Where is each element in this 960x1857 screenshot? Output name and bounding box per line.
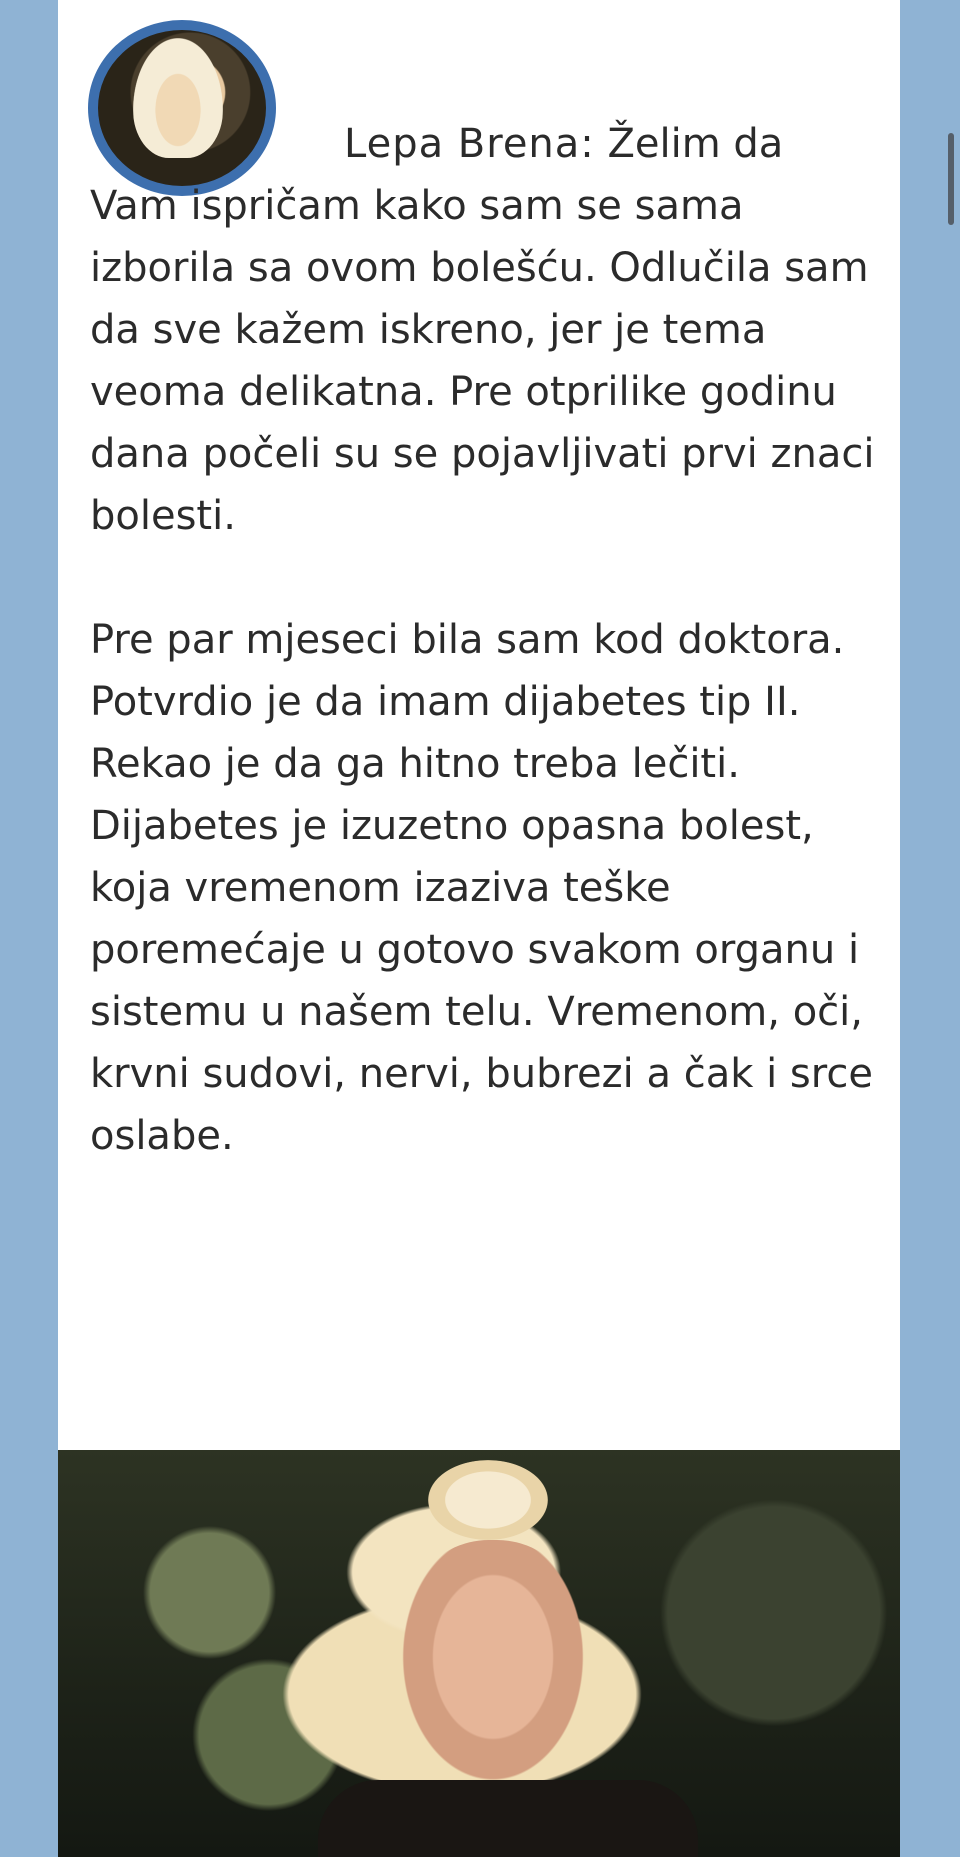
post-photo xyxy=(58,1450,900,1857)
paragraph-2: Pre par mjeseci bila sam kod doktora. Potvrdio je da imam dijabetes tip II. Rekao je da ga hitno treba lečiti. Dijabetes je izuzetno opasna bolest, koja vremenom izaziva teške poremećaje u gotovo svakom organu i sistemu u našem telu. Vremenom, oči, krvni sudovi, nervi, bubrezi a čak i srce oslabe. xyxy=(90,617,873,1159)
photo-jacket xyxy=(318,1780,698,1857)
photo-face xyxy=(388,1540,598,1800)
speaker-name: Lepa Brena: xyxy=(344,121,595,167)
paragraph-spacer xyxy=(90,547,880,609)
page-background-left xyxy=(0,0,58,1857)
post-body xyxy=(90,113,880,1167)
photo-hair xyxy=(428,1460,548,1540)
paragraph-1 xyxy=(90,113,880,547)
scrollbar-thumb[interactable] xyxy=(948,133,954,225)
page-background-right xyxy=(900,0,960,1857)
paragraph-1-text: Želim da Vam ispričam kako sam se sama izborila sa ovom bolešću. Odlučila sam da sve kažem iskreno, jer je tema veoma delikatna. Pre otprilike godinu dana počeli su se pojavljivati prvi znaci bolesti. xyxy=(90,121,875,539)
